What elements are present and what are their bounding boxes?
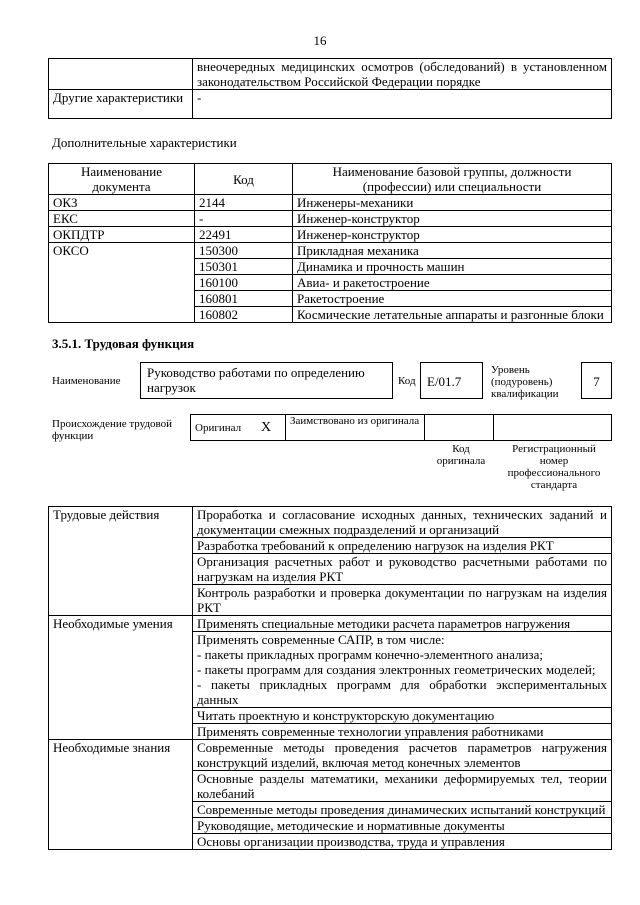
table-row: 150301 Динамика и прочность машин bbox=[49, 259, 612, 275]
table-row: 160801 Ракетостроение bbox=[49, 291, 612, 307]
origin-label: Происхождение трудовой функции bbox=[52, 418, 173, 442]
function-details-table bbox=[48, 506, 612, 850]
list-item: Основные разделы математики, механики деформируемых тел, теории колебаний bbox=[193, 771, 612, 802]
borrowed-label: Заимствовано из оригинала bbox=[286, 415, 425, 441]
list-item: Организация расчетных работ и руководство расчетными работами по нагрузкам на изделия РКТ bbox=[193, 554, 612, 585]
actions-label: Трудовые действия bbox=[49, 507, 193, 616]
function-code-box: E/01.7 bbox=[420, 362, 483, 399]
header-doc-name: Наименование документа bbox=[49, 164, 195, 195]
other-characteristics-label: Другие характеристики bbox=[49, 90, 193, 119]
registration-number-cell bbox=[494, 415, 612, 441]
page-number: 16 bbox=[313, 33, 327, 48]
knowledge-label: Необходимые знания bbox=[49, 740, 193, 850]
list-item: Применять специальные методики расчета параметров нагружения bbox=[193, 616, 612, 632]
list-item: Применять современные технологии управления работниками bbox=[193, 724, 612, 740]
header-code: Код bbox=[195, 164, 293, 195]
table-row: 160100 Авиа- и ракетостроение bbox=[49, 275, 612, 291]
skills-label: Необходимые умения bbox=[49, 616, 193, 740]
table-row: 160802 Космические летательные аппараты и разгонные блоки bbox=[49, 307, 612, 323]
list-item: Читать проектную и конструкторскую документацию bbox=[193, 708, 612, 724]
list-item: Основы организации производства, труда и управления bbox=[193, 834, 612, 850]
other-characteristics-value: - bbox=[193, 90, 612, 119]
origin-table bbox=[190, 414, 612, 441]
code-label: Код bbox=[398, 375, 416, 387]
list-item: Проработка и согласование исходных данных, технических заданий и документации смежных подразделений и организаций bbox=[193, 507, 612, 538]
original-label: Оригинал bbox=[191, 415, 248, 441]
top-table bbox=[48, 58, 612, 119]
name-label: Наименование bbox=[52, 375, 121, 387]
list-item: Контроль разработки и проверка документации по нагрузкам на изделия РКТ bbox=[193, 585, 612, 616]
list-item: Руководящие, методические и нормативные документы bbox=[193, 818, 612, 834]
labor-function-title: 3.5.1. Трудовая функция bbox=[52, 336, 195, 351]
list-item: Применять современные САПР, в том числе: - пакеты прикладных программ конечно-элементного анализа; - пакеты программ для создания электронных геометрических моделей; - пакеты прикладных программ для обработки экспериментальных данных bbox=[193, 632, 612, 708]
medical-checkup-text: внеочередных медицинских осмотров (обследований) в установленном законодательством Российской Федерации порядке bbox=[193, 59, 612, 90]
list-item: Современные методы проведения динамических испытаний конструкций bbox=[193, 802, 612, 818]
level-box: 7 bbox=[581, 362, 612, 399]
extra-characteristics-table bbox=[48, 163, 612, 323]
registration-number-caption: Регистрационный номер профессионального стандарта bbox=[507, 443, 601, 491]
table-row: ОКПДТР 22491 Инженер-конструктор bbox=[49, 227, 612, 243]
level-label: Уровень (подуровень) квалификации bbox=[491, 364, 559, 400]
header-group-name: Наименование базовой группы, должности (профессии) или специальности bbox=[293, 164, 612, 195]
list-item: Современные методы проведения расчетов параметров нагружения конструкций изделий, включая метод конечных элементов bbox=[193, 740, 612, 771]
list-item: Разработка требований к определению нагрузок на изделия РКТ bbox=[193, 538, 612, 554]
code-original-caption: Код оригинала bbox=[436, 443, 486, 467]
table-row: ОКСО 150300 Прикладная механика bbox=[49, 243, 612, 259]
extra-characteristics-title: Дополнительные характеристики bbox=[52, 135, 237, 150]
original-code-cell bbox=[425, 415, 494, 441]
table-row: ЕКС - Инженер-конструктор bbox=[49, 211, 612, 227]
table-row: ОКЗ 2144 Инженеры-механики bbox=[49, 195, 612, 211]
function-name-box: Руководство работами по определению нагрузок bbox=[140, 362, 393, 399]
original-mark: X bbox=[247, 415, 286, 441]
